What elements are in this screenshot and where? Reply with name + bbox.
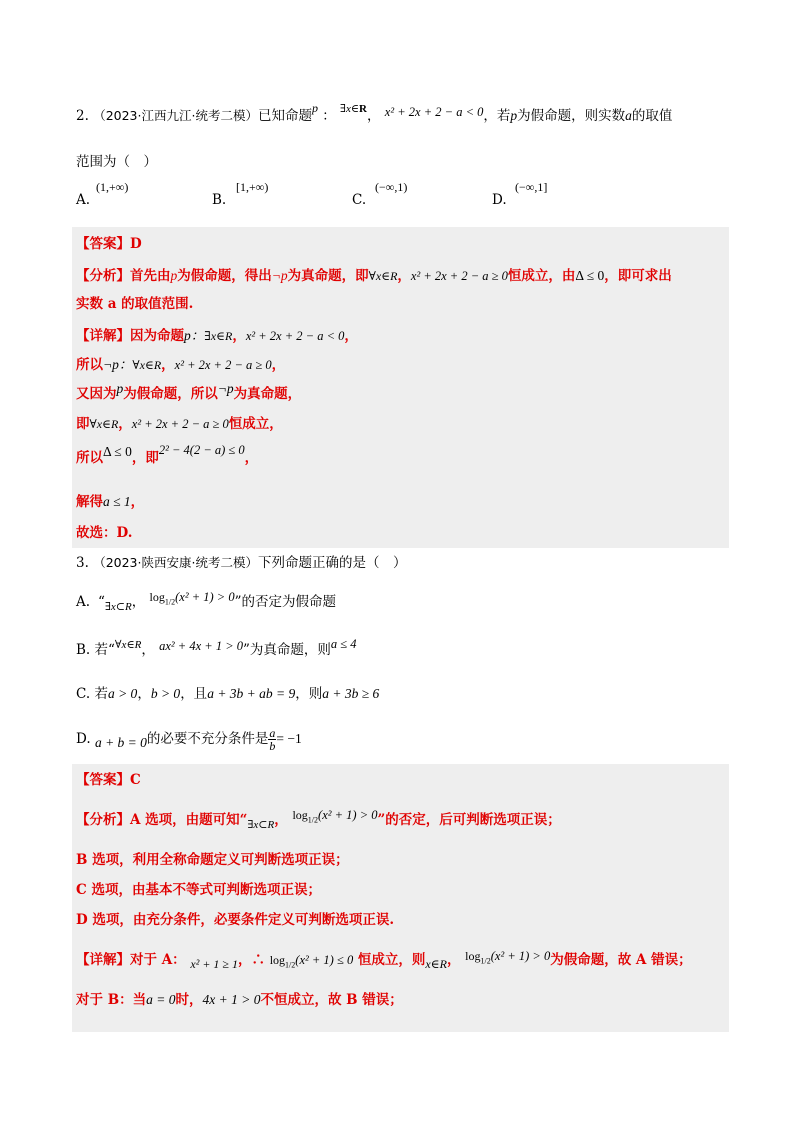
- q2-option-c-value: (−∞,1): [375, 180, 408, 194]
- q2-detail-line5: 所以Δ ≤ 0，即2² − 4(2 − a) ≤ 0，: [76, 443, 259, 466]
- q3-option-d: D. a + b = 0的必要不充分条件是 $\frac{a}{b}$ = −1: [76, 726, 302, 753]
- q2-exists: ∃x∈R: [340, 103, 367, 115]
- q2-option-d-label: D.: [492, 192, 507, 208]
- log-a: $\log_{1/2}$: [149, 590, 176, 607]
- q2-stem-c: 为假命题，则实数: [517, 108, 626, 124]
- log-d1: $\log_{1/2}$: [269, 953, 296, 970]
- q2-stem-d: 的取值: [631, 108, 673, 124]
- q2-a: a: [625, 108, 632, 123]
- q2-analysis-line2: 实数 a 的取值范围.: [76, 296, 194, 312]
- q2-stem-b: ，若: [483, 108, 511, 124]
- q2-p: p: [311, 101, 318, 115]
- q3-detail-line1: 【详解】对于 A： x² + 1 ≥ 1，∴ $\log_{1/2}(x^2 + 1) \le 0$ 恒成立，则x∈R， $\log_{1/2}(x^2 + 1) > 0$为假命题，故 A 错误；: [76, 949, 692, 971]
- q3-d-fraction: $\frac{a}{b}$: [269, 726, 276, 753]
- q2-inequality: x² + 2x + 2 − a < 0: [384, 105, 484, 119]
- log-an: $\log_{1/2}$: [292, 808, 319, 825]
- q3-answer: 【答案】C: [76, 772, 141, 788]
- q2-detail-line4: 即∀x∈R，x² + 2x + 2 − a ≥ 0恒成立，: [76, 416, 283, 432]
- q2-answer: 【答案】D: [76, 236, 142, 252]
- q3-analysis-line2: B 选项，利用全称命题定义可判断选项正误；: [76, 852, 349, 868]
- q2-option-a-value: (1,+∞): [96, 180, 129, 194]
- q2-option-d-value: (−∞,1]: [515, 180, 548, 194]
- q2-detail-line2: 所以¬p：∀x∈R，x² + 2x + 2 − a ≥ 0，: [76, 357, 286, 373]
- q2-p2: p: [510, 108, 518, 123]
- q2-analysis-line1: 【分析】首先由p为假命题，得出¬p为真命题，即∀x∈R，x² + 2x + 2 − a ≥ 0恒成立，由Δ ≤ 0，即可求出: [76, 268, 672, 284]
- q2-option-c-label: C.: [352, 192, 367, 208]
- q3-analysis-line1: 【分析】A 选项，由题可知“$_{\exists x\subset R}$， $\log_{1/2}(x^2 + 1) > 0$”的否定，后可判断选项正误；: [76, 808, 561, 831]
- q3-option-c: C. 若a > 0，b > 0，且a + 3b + ab = 9，则a + 3b ≥ 6: [76, 686, 380, 702]
- q2-option-a-label: A.: [76, 192, 91, 208]
- q3-analysis-line4: D 选项，由充分条件，必要条件定义可判断选项正误.: [76, 912, 395, 928]
- q2-option-b-label: B.: [212, 192, 227, 208]
- q2-stem-line: 2. （2023·江西九江·统考二模）已知命题p ： $^{\exists x\in R}$， x² + 2x + 2 − a < 0，若p为假命题，则实数a的取值: [76, 101, 673, 124]
- q2-detail-line1: 【详解】因为命题p：∃x∈R，x² + 2x + 2 − a < 0，: [76, 328, 358, 344]
- q2-detail-line7: 故选：D.: [76, 525, 133, 541]
- q2-source: （2023·江西九江·统考二模）: [93, 108, 258, 123]
- q3-stem-line: 3. （2023·陕西安康·统考二模）下列命题正确的是（ ）: [76, 555, 407, 571]
- q2-stem-line2: 范围为（ ）: [76, 154, 157, 170]
- q3-option-b: B. 若“$^{\forall x\in R}$， ax² + 4x + 1 > 0”为真命题，则a ≤ 4: [76, 637, 357, 658]
- q3-option-a: A. “$_{\exists x\subset R}$， $\log_{1/2}(x^2 + 1) > 0$”的否定为假命题: [76, 590, 337, 613]
- q2-stem-a: 已知命题: [257, 108, 312, 124]
- q2-number: 2.: [76, 108, 89, 124]
- q3-detail-line2: 对于 B：当a = 0时，4x + 1 > 0不恒成立，故 B 错误；: [76, 992, 403, 1008]
- q2-detail-line3: 又因为p为假命题，所以¬p为真命题，: [76, 381, 302, 402]
- q2-detail-line6: 解得a ≤ 1，: [76, 494, 145, 510]
- q3-analysis-line3: C 选项，由基本不等式可判断选项正误；: [76, 882, 321, 898]
- q2-option-b-value: [1,+∞): [236, 180, 269, 194]
- log-d2: $\log_{1/2}$: [465, 949, 491, 966]
